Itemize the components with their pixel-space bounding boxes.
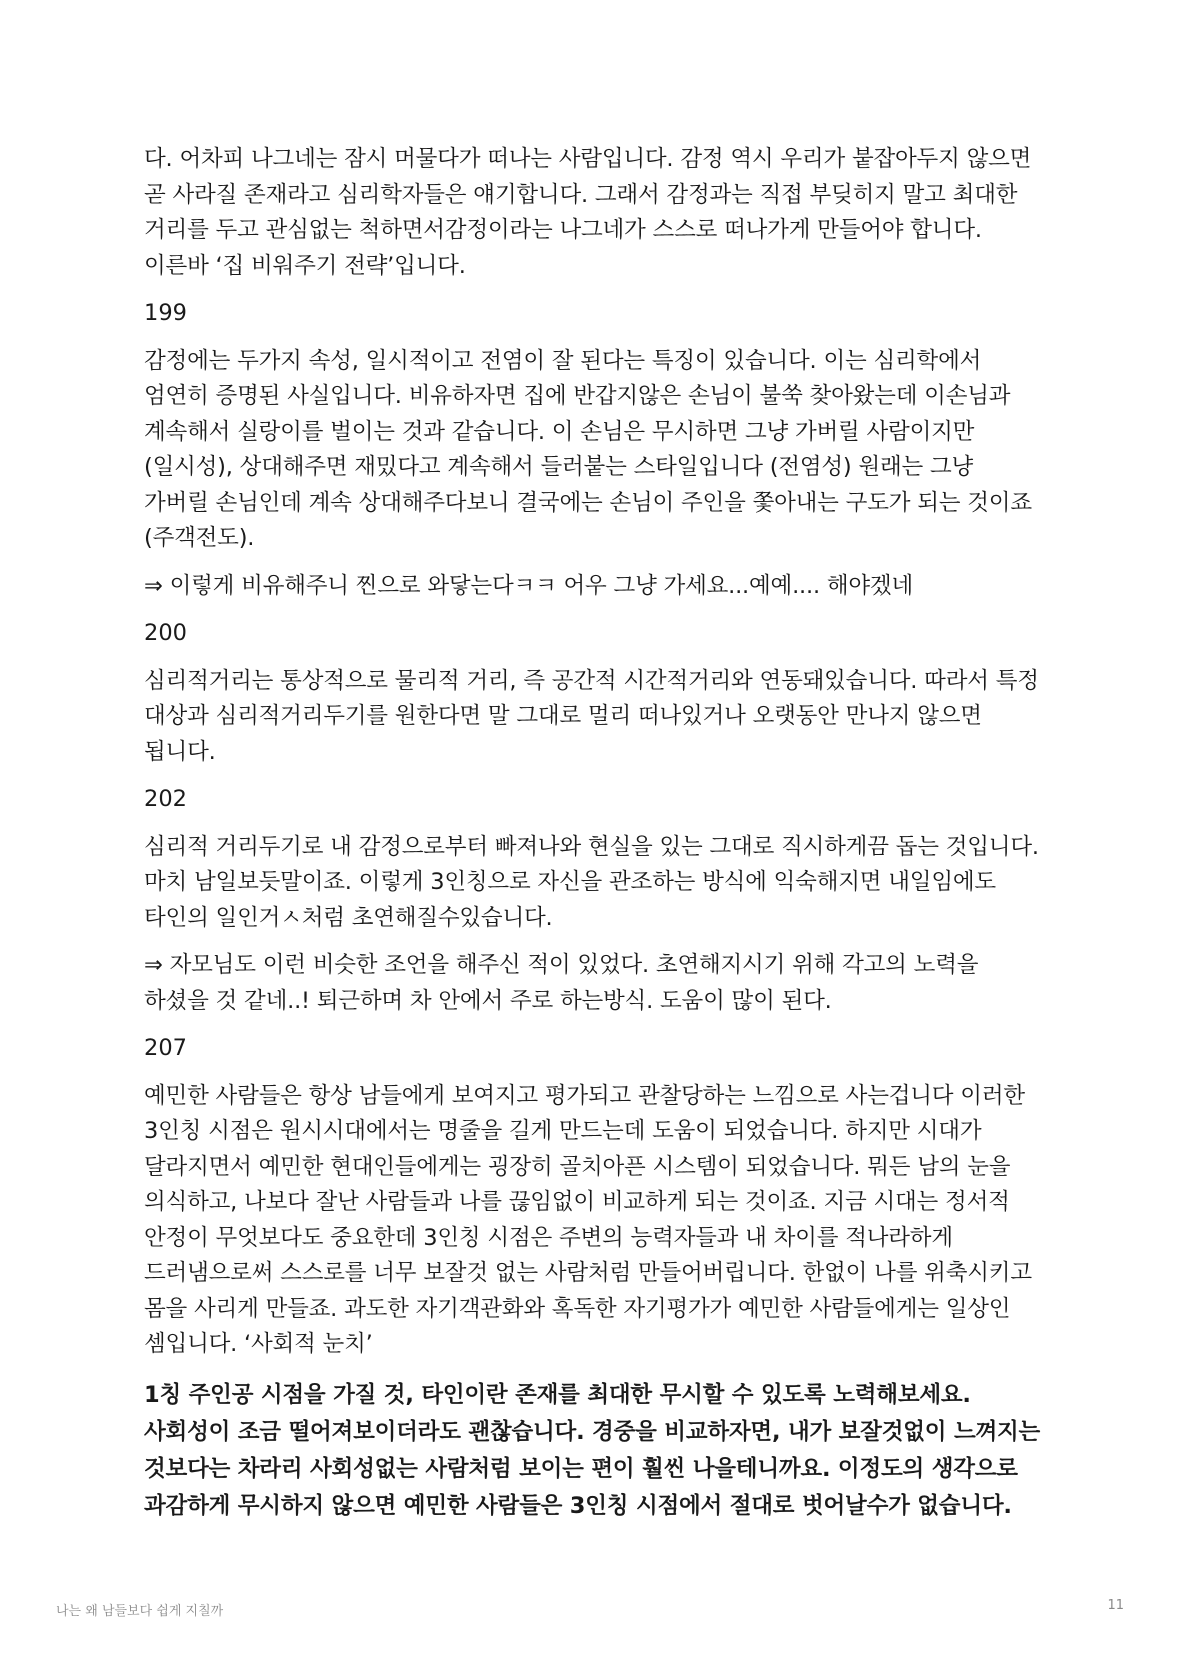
paragraph: 심리적거리는 통상적으로 물리적 거리, 즉 공간적 시간적거리와 연동돼있습니다. 따라서 특정 대상과 심리적거리두기를 원한다면 말 그대로 멀리 떠나있거나 오랫동안 만나지 않으면 됩니다. — [144, 667, 1039, 765]
paragraph: 심리적 거리두기로 내 감정으로부터 빠져나와 현실을 있는 그대로 직시하게끔 돕는 것입니다. 마치 남일보듯말이죠. 이렇게 3인칭으로 자신을 관조하는 방식에 익숙해지면 내일임에도 타인의 일인거ㅅ처럼 초연해질수있습니다. — [144, 833, 1039, 931]
paragraph: 예민한 사람들은 항상 남들에게 보여지고 평가되고 관찰당하는 느낌으로 사는겁니다 이러한 3인칭 시점은 원시시대에서는 명줄을 길게 만드는데 도움이 되었습니다. 하지만 시대가 달라지면서 예민한 현대인들에게는 굉장히 골치아픈 시스템이 되었습니다. 뭐든 남의 눈을 의식하고, 나보다 잘난 사람들과 나를 끊임없이 비교하게 되는 것이죠. 지금 시대는 정서적 안정이 무엇보다도 중요한데 3인칭 시점은 주변의 능력자들과 내 차이를 적나라하게 드러냄으로써 스스로를 너무 보잘것 없는 사람처럼 만들어버립니다. 한없이 나를 위축시키고 몸을 사리게 만들죠. 과도한 자기객관화와 혹독한 자기평가가 예민한 사람들에게는 일상인 셈입니다. ‘사회적 눈치’ — [144, 1082, 1032, 1357]
page-body — [144, 142, 1044, 1537]
paragraph: 감정에는 두가지 속성, 일시적이고 전염이 잘 된다는 특징이 있습니다. 이는 심리학에서 엄연히 증명된 사실입니다. 비유하자면 집에 반갑지않은 손님이 불쑥 찾아왔는데 이손님과 계속해서 실랑이를 벌이는 것과 같습니다. 이 손님은 무시하면 그냥 가버릴 사람이지만 (일시성), 상대해주면 재밌다고 계속해서 들러붙는 스타일입니다 (전염성) 원래는 그냥 가버릴 손님인데 계속 상대해주다보니 결국에는 손님이 주인을 쫓아내는 구도가 되는 것이죠(주객전도). — [144, 347, 1032, 551]
page-reference: 202 — [144, 786, 187, 812]
footer-book-title: 나는 왜 남들보다 쉽게 지칠까 — [56, 1604, 224, 1619]
note-paragraph: ⇒ 자모님도 이런 비슷한 조언을 해주신 적이 있었다. 초연해지시기 위해 각고의 노력을 하셨을 것 같네..! 퇴근하며 차 안에서 주로 하는방식. 도움이 많이 된다. — [144, 952, 979, 1014]
note-paragraph: ⇒ 이렇게 비유해주니 찐으로 와닿는다ㅋㅋ 어우 그냥 가세요...예예.... 해야겠네 — [144, 572, 913, 599]
paragraph: 다. 어차피 나그네는 잠시 머물다가 떠나는 사람입니다. 감정 역시 우리가 붙잡아두지 않으면 곧 사라질 존재라고 심리학자들은 얘기합니다. 그래서 감정과는 직접 부딪히지 말고 최대한 거리를 두고 관심없는 척하면서감정이라는 나그네가 스스로 떠나가게 만들어야 합니다. 이른바 ‘집 비워주기 전략’입니다. — [144, 146, 1032, 279]
page-reference: 199 — [144, 300, 187, 326]
page-reference: 200 — [144, 620, 187, 646]
page-reference: 207 — [144, 1035, 187, 1061]
bold-paragraph: 1칭 주인공 시점을 가질 것, 타인이란 존재를 최대한 무시할 수 있도록 노력해보세요. 사회성이 조금 떨어져보이더라도 괜찮습니다. 경중을 비교하자면, 내가 보잘것없이 느껴지는 것보다는 차라리 사회성없는 사람처럼 보이는 편이 훨씬 나을테니까요. 이정도의 생각으로 과감하게 무시하지 않으면 예민한 사람들은 3인칭 시점에서 절대로 벗어날수가 없습니다. — [144, 1381, 1041, 1519]
footer-page-number: 11 — [1107, 1598, 1124, 1613]
